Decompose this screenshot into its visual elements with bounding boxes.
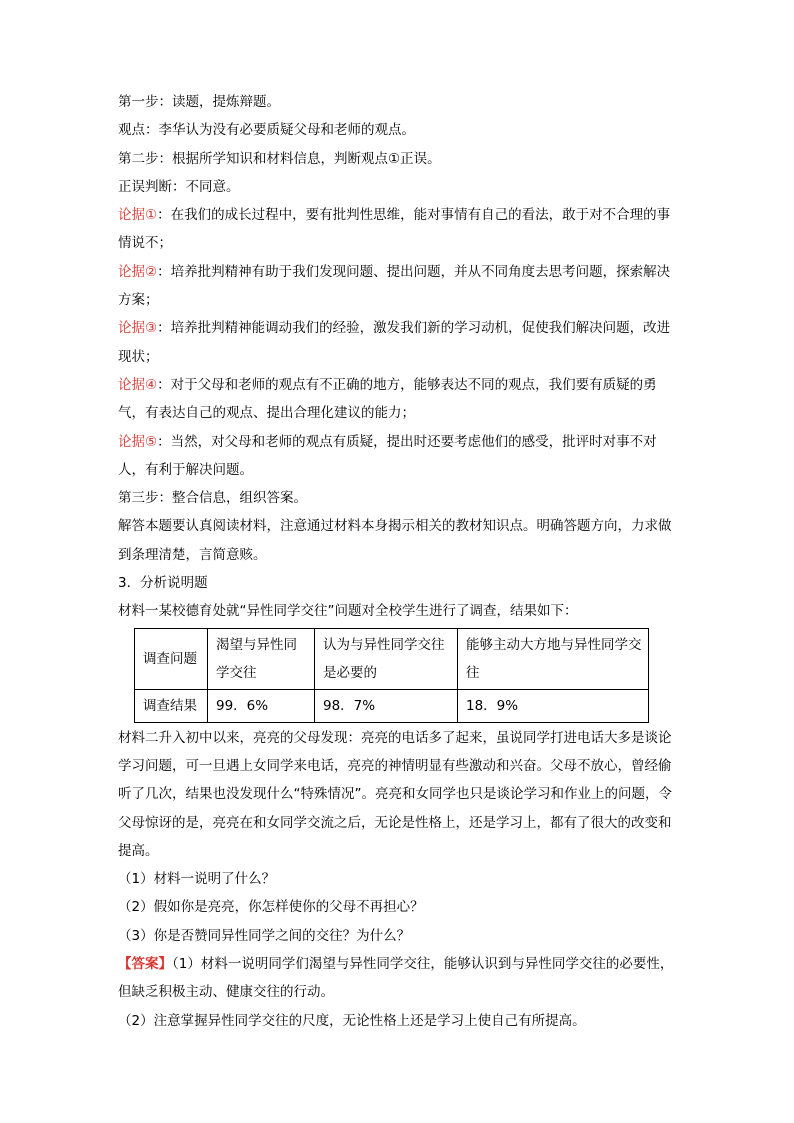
- argument-text: ：培养批判精神能调动我们的经验，激发我们新的学习动机，促使我们解决问题，改进现状；: [118, 320, 671, 365]
- argument-text: ：对于父母和老师的观点有不正确的地方，能够表达不同的观点，我们要有质疑的勇气，有表达自己的观点、提出合理化建议的能力；: [118, 376, 657, 422]
- argument-label: 论据①: [118, 207, 158, 224]
- sub-question-2: （2）假如你是亮亮，你怎样使你的父母不再担心？: [118, 899, 424, 916]
- argument-1: [118, 201, 678, 258]
- table-header-cell: 能够主动大方地与异性同学交往: [458, 628, 649, 689]
- tip-text: 解答本题要认真阅读材料，注意通过材料本身揭示相关的教材知识点。明确答题方向，力求做到条理清楚，言简意赅。: [118, 518, 672, 563]
- argument-label: 论据④: [118, 376, 158, 393]
- step2-text: 第二步：根据所学知识和材料信息，判断观点①正误。: [118, 150, 441, 167]
- table-header-cell: 认为与异性同学交往是必要的: [315, 628, 458, 689]
- sub-question-1: （1）材料一说明了什么？: [118, 871, 276, 888]
- table-row: [135, 628, 649, 689]
- question-title: 3．分析说明题: [118, 575, 208, 592]
- sub-question-3: （3）你是否赞同异性同学之间的交往？为什么？: [118, 927, 411, 944]
- argument-text: ：在我们的成长过程中，要有批判性思维，能对事情有自己的看法，敢于对不合理的事情说不；: [118, 207, 671, 252]
- table-cell: 99．6%: [208, 689, 315, 722]
- step3-text: 第三步：整合信息，组织答案。: [118, 490, 307, 507]
- argument-5: [118, 428, 678, 485]
- material2-text: 材料二升入初中以来，亮亮的父母发现：亮亮的电话多了起来，虽说同学打进电话大多是谈论学习问题，可一旦遇上女同学来电话，亮亮的神情明显有些激动和兴奋。父母不放心，曾经偷听了几次，结果也没发现什么“特殊情况”。亮亮和女同学也只是谈论学习和作业上的问题，令父母惊讶的是，亮亮在和女同学交流之后，无论是性格上，还是学习上，都有了很大的改变和提高。: [118, 729, 672, 859]
- argument-text: ：培养批判精神有助于我们发现问题、提出问题，并从不同角度去思考问题，探索解决方案；: [118, 263, 671, 309]
- answer-1: [118, 950, 678, 1007]
- argument-2: [118, 258, 678, 315]
- table-row: [135, 689, 649, 722]
- judgement-text: 正误判断：不同意。: [118, 178, 240, 195]
- step1-text: 第一步：读题，提炼辩题。: [118, 94, 280, 110]
- argument-label: 论据⑤: [118, 433, 158, 450]
- argument-label: 论据②: [118, 263, 158, 280]
- survey-table: [134, 628, 649, 723]
- argument-4: [118, 371, 678, 428]
- table-cell: 98．7%: [315, 689, 458, 722]
- answer-1-text: （1）材料一说明同学们渴望与异性同学交往，能够认识到与异性同学交往的必要性，但缺乏积极主动、健康交往的行动。: [118, 956, 674, 1001]
- argument-text: ：当然，对父母和老师的观点有质疑，提出时还要考虑他们的感受，批评时对事不对人，有利于解决问题。: [118, 433, 657, 478]
- material1-intro: 材料一某校德育处就“异性同学交往”问题对全校学生进行了调查，结果如下：: [118, 603, 578, 620]
- table-cell: 18．9%: [458, 689, 649, 722]
- argument-label: 论据③: [118, 320, 158, 337]
- table-header-cell: 调查问题: [135, 628, 208, 689]
- answer-2: （2）注意掌握异性同学交往的尺度，无论性格上还是学习上使自己有所提高。: [118, 1012, 586, 1029]
- document-page: [118, 88, 678, 1035]
- table-row-label: 调查结果: [135, 689, 208, 722]
- viewpoint-text: 观点：李华认为没有必要质疑父母和老师的观点。: [118, 122, 415, 139]
- argument-3: [118, 314, 678, 371]
- answer-tag: 【答案】: [118, 956, 172, 973]
- table-header-cell: 渴望与异性同学交往: [208, 628, 315, 689]
